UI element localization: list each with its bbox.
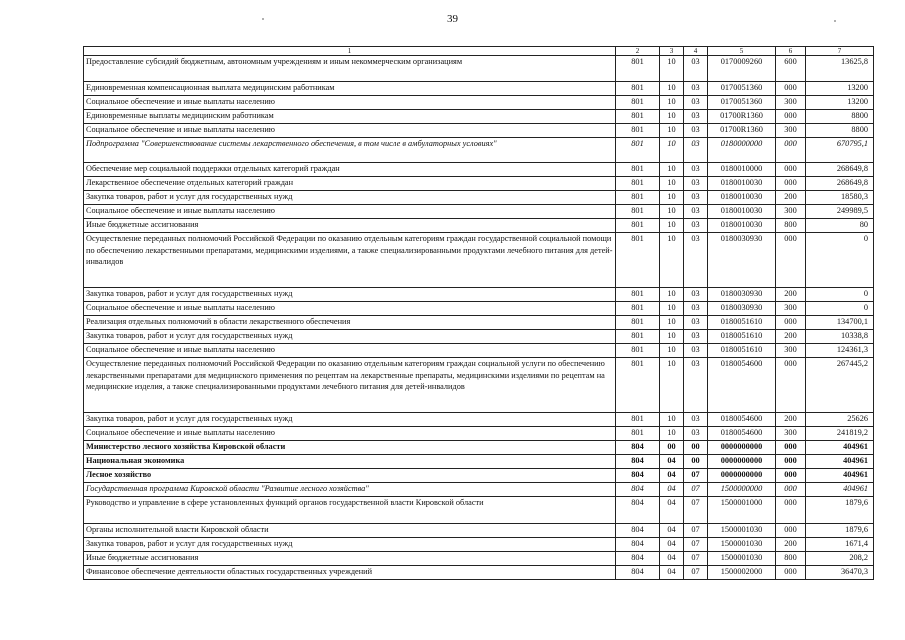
column-number: 1 [84,47,616,56]
expense-type-code: 000 [776,358,806,413]
subsection-code: 07 [684,524,708,538]
section-code: 10 [660,124,684,138]
column-number: 7 [806,47,874,56]
ministry-code: 804 [616,524,660,538]
amount: 249989,5 [806,205,874,219]
expense-type-code: 300 [776,205,806,219]
table-row [84,302,874,316]
subsection-code: 03 [684,205,708,219]
target-article-code: 1500001030 [708,538,776,552]
subsection-code: 03 [684,138,708,163]
ministry-code: 801 [616,124,660,138]
table-row [84,566,874,580]
line-item-name: Иные бюджетные ассигнования [84,552,616,566]
amount: 208,2 [806,552,874,566]
subsection-code: 03 [684,177,708,191]
ministry-code: 801 [616,219,660,233]
section-code: 10 [660,82,684,96]
line-item-name: Обеспечение мер социальной поддержки отдельных категорий граждан [84,163,616,177]
line-item-name: Социальное обеспечение и иные выплаты населению [84,344,616,358]
subsection-code: 07 [684,552,708,566]
table-row [84,483,874,497]
table-row [84,330,874,344]
expense-type-code: 000 [776,233,806,288]
line-item-name: Закупка товаров, работ и услуг для государственных нужд [84,191,616,205]
section-code: 10 [660,330,684,344]
target-article-code: 0180030930 [708,233,776,288]
subsection-code: 07 [684,566,708,580]
amount: 670795,1 [806,138,874,163]
expense-type-code: 000 [776,497,806,524]
table-row [84,497,874,524]
line-item-name: Иные бюджетные ассигнования [84,219,616,233]
ministry-code: 801 [616,316,660,330]
section-code: 10 [660,138,684,163]
section-code: 10 [660,177,684,191]
section-code: 10 [660,163,684,177]
line-item-name: Социальное обеспечение и иные выплаты населению [84,124,616,138]
ministry-code: 801 [616,358,660,413]
section-code: 10 [660,427,684,441]
section-code: 10 [660,316,684,330]
subsection-code: 03 [684,191,708,205]
section-code: 10 [660,358,684,413]
line-item-name: Лекарственное обеспечение отдельных категорий граждан [84,177,616,191]
target-article-code: 0170051360 [708,96,776,110]
subsection-code: 03 [684,96,708,110]
table-row [84,96,874,110]
section-code: 10 [660,413,684,427]
target-article-code: 0180054600 [708,413,776,427]
line-item-name: Социальное обеспечение и иные выплаты населению [84,96,616,110]
line-item-name: Единовременные выплаты медицинским работникам [84,110,616,124]
table-row [84,219,874,233]
line-item-name: Единовременная компенсационная выплата медицинским работникам [84,82,616,96]
expense-type-code: 800 [776,219,806,233]
line-item-name: Закупка товаров, работ и услуг для государственных нужд [84,413,616,427]
table-row [84,138,874,163]
expense-type-code: 300 [776,302,806,316]
target-article-code: 0180010030 [708,177,776,191]
budget-table-body [84,47,874,580]
target-article-code: 01700R1360 [708,110,776,124]
column-number: 2 [616,47,660,56]
line-item-name: Подпрограмма "Совершенствование системы лекарственного обеспечения, в том числе в амбулаторных условиях" [84,138,616,163]
amount: 404961 [806,441,874,455]
expense-type-code: 000 [776,110,806,124]
ministry-code: 801 [616,344,660,358]
target-article-code: 0180010030 [708,219,776,233]
table-row [84,124,874,138]
section-code: 10 [660,219,684,233]
section-code: 10 [660,96,684,110]
table-row [84,413,874,427]
amount: 8800 [806,110,874,124]
target-article-code: 0180010030 [708,205,776,219]
line-item-name: Социальное обеспечение и иные выплаты населению [84,205,616,219]
line-item-name: Осуществление переданных полномочий Российской Федерации по оказанию отдельным категориям граждан социальной услуги по обеспечению лекарственными препаратами для медицинского применения по рецептам на лекарственные препараты, медицинскими изделиями по рецептам на медицинские изделия, а также специализированными продуктами лечебного питания для детей-инвалидов [84,358,616,413]
expense-type-code: 000 [776,163,806,177]
line-item-name: Закупка товаров, работ и услуг для государственных нужд [84,288,616,302]
line-item-name: Закупка товаров, работ и услуг для государственных нужд [84,538,616,552]
ministry-code: 801 [616,330,660,344]
target-article-code: 0180051610 [708,316,776,330]
ministry-code: 801 [616,82,660,96]
target-article-code: 0180000000 [708,138,776,163]
column-number: 5 [708,47,776,56]
table-row [84,358,874,413]
amount: 0 [806,302,874,316]
ministry-code: 801 [616,233,660,288]
amount: 0 [806,233,874,288]
table-row [84,177,874,191]
expense-type-code: 200 [776,191,806,205]
column-number: 6 [776,47,806,56]
column-number: 3 [660,47,684,56]
section-code: 04 [660,524,684,538]
section-code: 04 [660,552,684,566]
target-article-code: 0180054600 [708,358,776,413]
ministry-code: 801 [616,427,660,441]
target-article-code: 0180030930 [708,288,776,302]
target-article-code: 0170009260 [708,56,776,82]
scan-speck [262,18,264,20]
subsection-code: 03 [684,344,708,358]
target-article-code: 0180051610 [708,344,776,358]
line-item-name: Органы исполнительной власти Кировской области [84,524,616,538]
line-item-name: Министерство лесного хозяйства Кировской области [84,441,616,455]
section-code: 04 [660,497,684,524]
expense-type-code: 200 [776,538,806,552]
expense-type-code: 000 [776,483,806,497]
ministry-code: 801 [616,302,660,316]
table-row [84,163,874,177]
amount: 0 [806,288,874,302]
subsection-code: 03 [684,288,708,302]
ministry-code: 801 [616,138,660,163]
ministry-code: 804 [616,552,660,566]
table-row [84,56,874,82]
subsection-code: 00 [684,441,708,455]
amount: 404961 [806,455,874,469]
amount: 10338,8 [806,330,874,344]
expense-type-code: 000 [776,524,806,538]
subsection-code: 07 [684,538,708,552]
ministry-code: 801 [616,288,660,302]
line-item-name: Национальная экономика [84,455,616,469]
table-row [84,344,874,358]
ministry-code: 801 [616,96,660,110]
ministry-code: 801 [616,413,660,427]
expense-type-code: 000 [776,455,806,469]
amount: 1671,4 [806,538,874,552]
table-row [84,441,874,455]
budget-table [83,46,874,580]
expense-type-code: 200 [776,413,806,427]
target-article-code: 1500001030 [708,552,776,566]
table-row [84,110,874,124]
target-article-code: 0000000000 [708,455,776,469]
ministry-code: 804 [616,441,660,455]
subsection-code: 00 [684,455,708,469]
amount: 36470,3 [806,566,874,580]
line-item-name: Лесное хозяйство [84,469,616,483]
expense-type-code: 000 [776,469,806,483]
amount: 404961 [806,469,874,483]
target-article-code: 0180051610 [708,330,776,344]
section-code: 10 [660,233,684,288]
section-code: 04 [660,455,684,469]
section-code: 10 [660,302,684,316]
ministry-code: 801 [616,205,660,219]
section-code: 10 [660,288,684,302]
expense-type-code: 000 [776,566,806,580]
target-article-code: 0170051360 [708,82,776,96]
ministry-code: 804 [616,455,660,469]
scan-speck [834,20,836,22]
subsection-code: 03 [684,413,708,427]
subsection-code: 03 [684,110,708,124]
amount: 267445,2 [806,358,874,413]
expense-type-code: 300 [776,344,806,358]
expense-type-code: 000 [776,316,806,330]
ministry-code: 801 [616,56,660,82]
subsection-code: 03 [684,302,708,316]
subsection-code: 03 [684,56,708,82]
ministry-code: 804 [616,497,660,524]
table-row [84,538,874,552]
expense-type-code: 000 [776,138,806,163]
expense-type-code: 000 [776,177,806,191]
section-code: 10 [660,205,684,219]
line-item-name: Социальное обеспечение и иные выплаты населению [84,302,616,316]
expense-type-code: 000 [776,441,806,455]
section-code: 10 [660,344,684,358]
amount: 18580,3 [806,191,874,205]
expense-type-code: 800 [776,552,806,566]
target-article-code: 1500000000 [708,483,776,497]
subsection-code: 03 [684,358,708,413]
section-code: 04 [660,469,684,483]
amount: 13625,8 [806,56,874,82]
expense-type-code: 300 [776,427,806,441]
amount: 124361,3 [806,344,874,358]
table-row [84,427,874,441]
line-item-name: Реализация отдельных полномочий в области лекарственного обеспечения [84,316,616,330]
section-code: 00 [660,441,684,455]
amount: 1879,6 [806,524,874,538]
table-row [84,191,874,205]
table-row [84,455,874,469]
table-row [84,469,874,483]
amount: 8800 [806,124,874,138]
line-item-name: Закупка товаров, работ и услуг для государственных нужд [84,330,616,344]
ministry-code: 804 [616,483,660,497]
amount: 1879,6 [806,497,874,524]
ministry-code: 801 [616,163,660,177]
amount: 268649,8 [806,177,874,191]
amount: 13200 [806,96,874,110]
section-code: 04 [660,538,684,552]
subsection-code: 03 [684,330,708,344]
line-item-name: Государственная программа Кировской области "Развитие лесного хозяйства" [84,483,616,497]
table-row [84,82,874,96]
amount: 25626 [806,413,874,427]
expense-type-code: 000 [776,82,806,96]
target-article-code: 0180030930 [708,302,776,316]
section-code: 04 [660,483,684,497]
line-item-name: Финансовое обеспечение деятельности областных государственных учреждений [84,566,616,580]
ministry-code: 801 [616,191,660,205]
target-article-code: 0180010030 [708,191,776,205]
subsection-code: 07 [684,469,708,483]
subsection-code: 03 [684,124,708,138]
subsection-code: 03 [684,219,708,233]
target-article-code: 1500001000 [708,497,776,524]
table-row [84,552,874,566]
subsection-code: 07 [684,497,708,524]
amount: 13200 [806,82,874,96]
line-item-name: Руководство и управление в сфере установленных функций органов государственной власти Кировской области [84,497,616,524]
table-row [84,524,874,538]
ministry-code: 804 [616,566,660,580]
subsection-code: 03 [684,163,708,177]
subsection-code: 07 [684,483,708,497]
target-article-code: 1500002000 [708,566,776,580]
amount: 134700,1 [806,316,874,330]
expense-type-code: 300 [776,124,806,138]
table-row [84,288,874,302]
amount: 268649,8 [806,163,874,177]
line-item-name: Социальное обеспечение и иные выплаты населению [84,427,616,441]
column-number: 4 [684,47,708,56]
section-code: 10 [660,191,684,205]
amount: 80 [806,219,874,233]
subsection-code: 03 [684,316,708,330]
table-row [84,316,874,330]
expense-type-code: 200 [776,330,806,344]
amount: 241819,2 [806,427,874,441]
column-number-row [84,47,874,56]
line-item-name: Предоставление субсидий бюджетным, автономным учреждениям и иным некоммерческим организациям [84,56,616,82]
subsection-code: 03 [684,233,708,288]
target-article-code: 0180010000 [708,163,776,177]
amount: 404961 [806,483,874,497]
page-number: 39 [447,13,458,25]
target-article-code: 0000000000 [708,469,776,483]
line-item-name: Осуществление переданных полномочий Российской Федерации по оказанию отдельным категориям граждан государственной социальной помощи по обеспечению лекарственными препаратами, медицинскими изделиями, а также специализированными продуктами лечебного питания для детей-инвалидов [84,233,616,288]
ministry-code: 801 [616,110,660,124]
target-article-code: 0000000000 [708,441,776,455]
subsection-code: 03 [684,82,708,96]
ministry-code: 804 [616,538,660,552]
table-row [84,233,874,288]
target-article-code: 0180054600 [708,427,776,441]
target-article-code: 1500001030 [708,524,776,538]
section-code: 04 [660,566,684,580]
expense-type-code: 600 [776,56,806,82]
expense-type-code: 300 [776,96,806,110]
ministry-code: 801 [616,177,660,191]
subsection-code: 03 [684,427,708,441]
section-code: 10 [660,56,684,82]
target-article-code: 01700R1360 [708,124,776,138]
expense-type-code: 200 [776,288,806,302]
table-row [84,205,874,219]
section-code: 10 [660,110,684,124]
ministry-code: 804 [616,469,660,483]
